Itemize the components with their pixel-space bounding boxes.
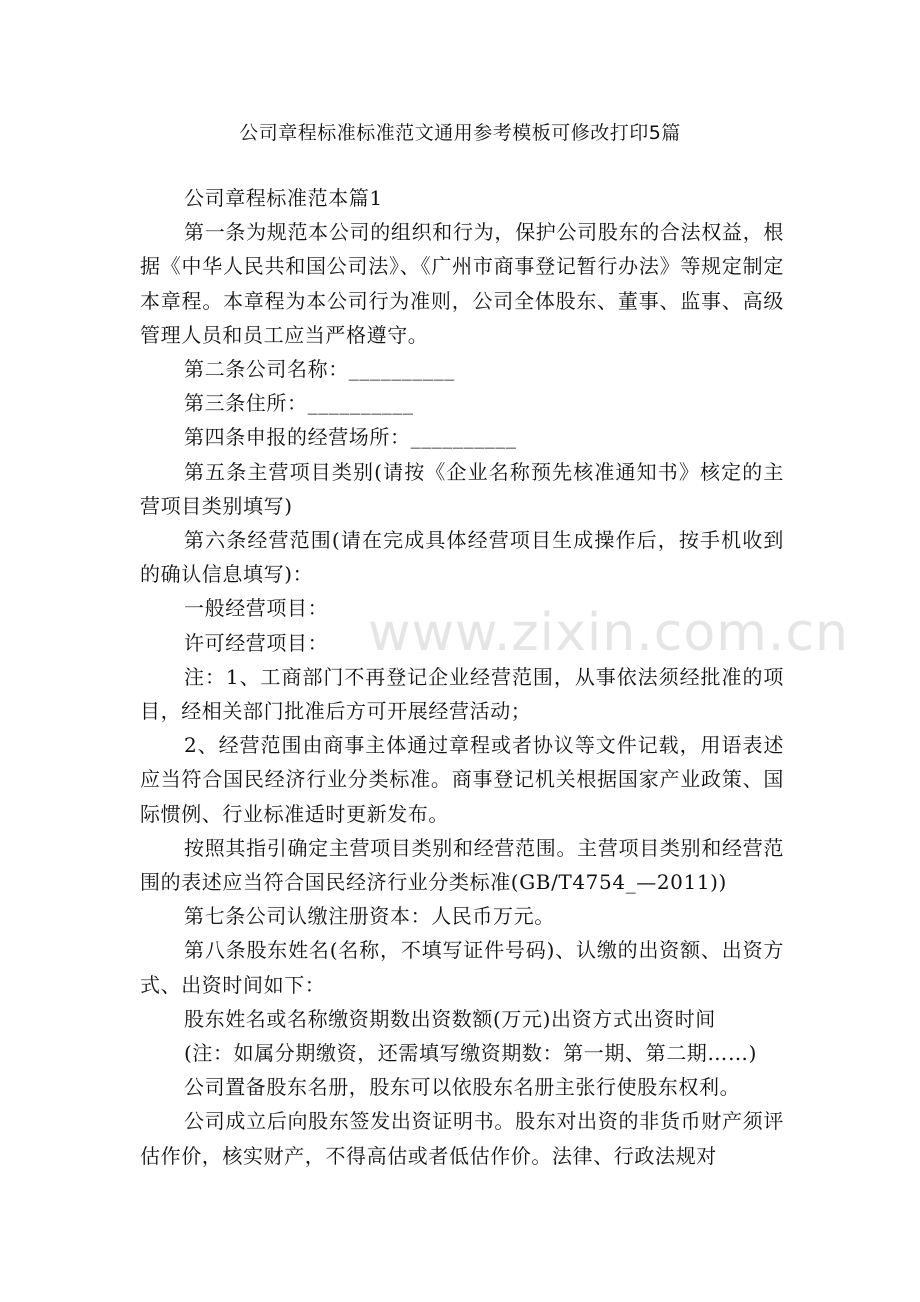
paragraph: 第四条申报的经营场所：__________ (184, 425, 517, 450)
paragraph: 注：1、工商部门不再登记企业经营范围，从事依法须经批准的项目，经相关部门批准后方可开展经营活动； (140, 664, 784, 724)
paragraph: 许可经营项目： (184, 630, 329, 655)
paragraph: 股东姓名或名称缴资期数出资数额(万元)出资方式出资时间 (184, 1006, 716, 1031)
paragraph: 第一条为规范本公司的组织和行为，保护公司股东的合法权益，根据《中华人民共和国公司法》、《广州市商事登记暂行办法》等规定制定本章程。本章程为本公司行为准则，公司全体股东、董事、监事、高级管理人员和员工应当严格遵守。 (140, 220, 784, 347)
paragraph: 一般经营项目： (184, 596, 329, 621)
paragraph: (注：如属分期缴资，还需填写缴资期数：第一期、第二期……) (184, 1041, 758, 1066)
section-heading: 公司章程标准范本篇1 (184, 186, 383, 210)
paragraph: 第三条住所：__________ (184, 391, 414, 416)
paragraph: 公司置备股东名册，股东可以依股东名册主张行使股东权利。 (184, 1075, 741, 1100)
document-title: 公司章程标准标准范文通用参考模板可修改打印5篇 (239, 122, 681, 144)
paragraph: 按照其指引确定主营项目类别和经营范围。主营项目类别和经营范围的表述应当符合国民经济行业分类标准(GB/T4754_—2011)) (140, 835, 784, 895)
document-body (140, 181, 784, 1173)
paragraph: 公司成立后向股东签发出资证明书。股东对出资的非货币财产须评估作价，核实财产，不得高估或者低估作价。法律、行政法规对 (140, 1109, 784, 1168)
paragraph: 2、经营范围由商事主体通过章程或者协议等文件记载，用语表述应当符合国民经济行业分类标准。商事登记机关根据国家产业政策、国际惯例、行业标准适时更新发布。 (140, 733, 784, 826)
paragraph: 第二条公司名称：__________ (184, 357, 455, 382)
paragraph: 第五条主营项目类别(请按《企业名称预先核准通知书》核定的主营项目类别填写) (140, 459, 784, 518)
paragraph: 第六条经营范围(请在完成具体经营项目生成操作后，按手机收到的确认信息填写)： (140, 528, 784, 587)
watermark: www.zixin.com.cn (368, 603, 849, 663)
paragraph: 第七条公司认缴注册资本：人民币万元。 (184, 904, 555, 929)
paragraph: 第八条股东姓名(名称，不填写证件号码)、认缴的出资额、出资方式、出资时间如下： (140, 938, 784, 997)
